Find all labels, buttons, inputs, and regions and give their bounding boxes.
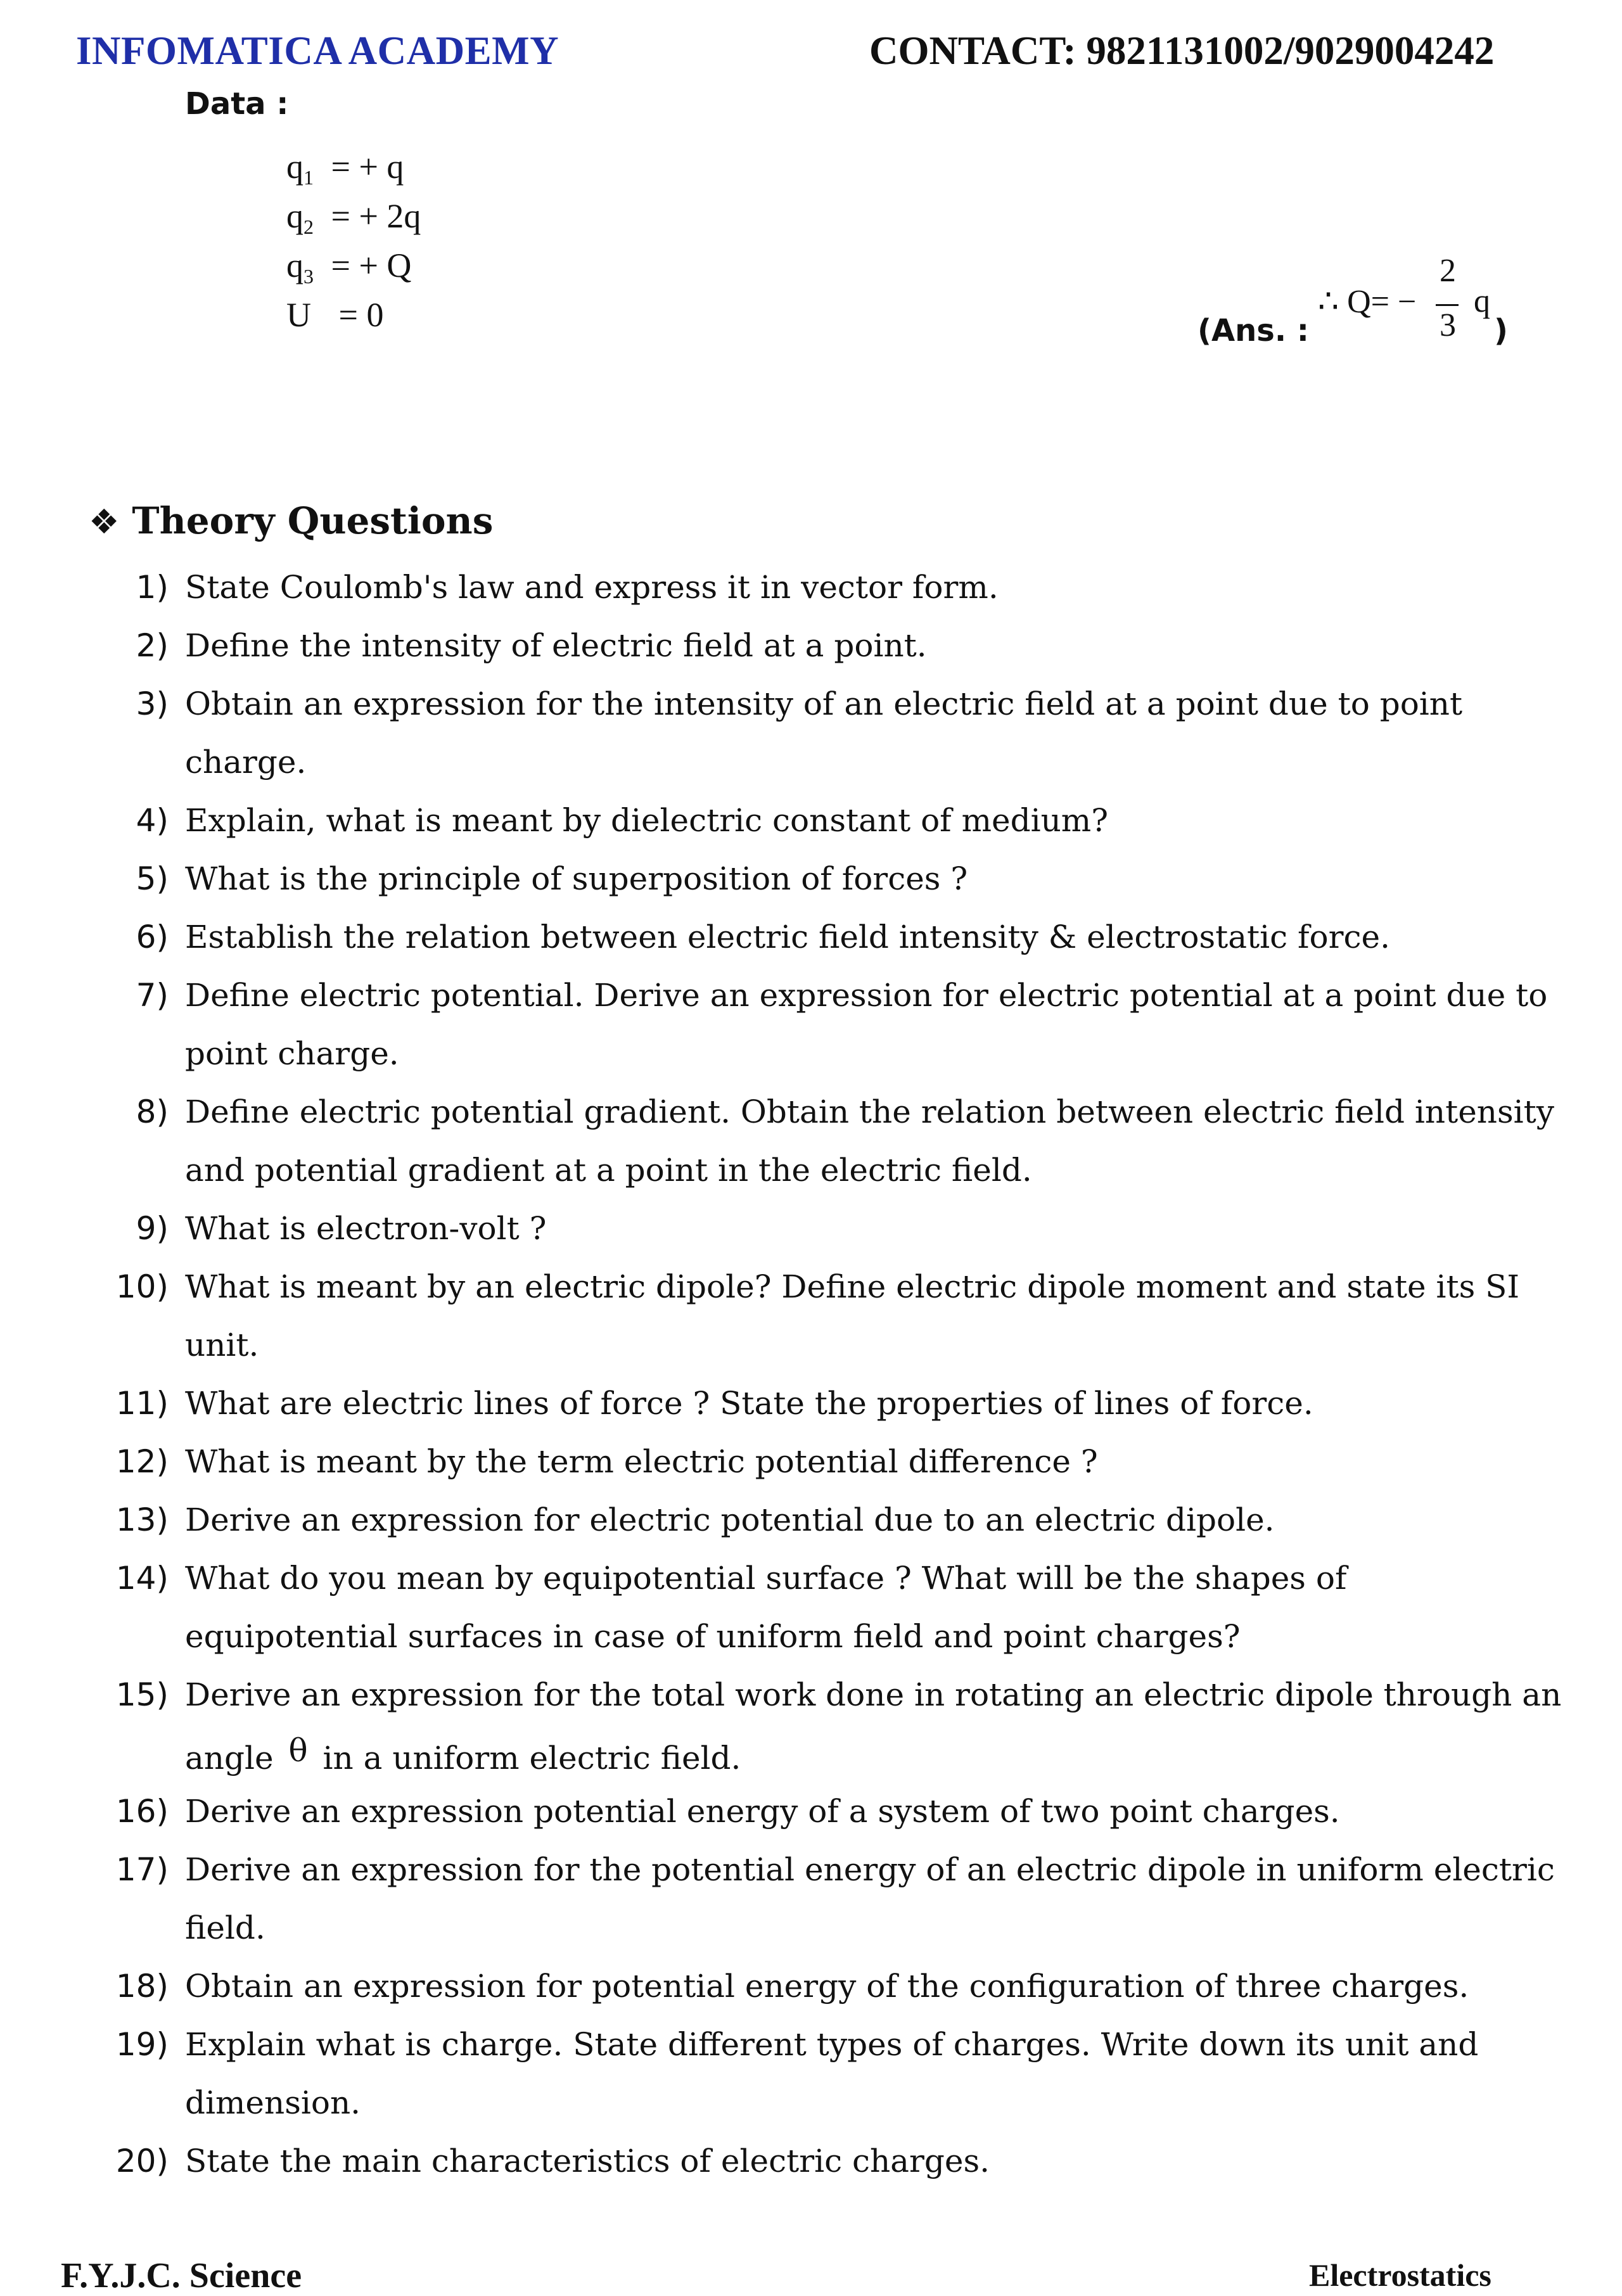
question-number: 7) — [136, 977, 169, 1014]
question-text: What is the principle of superposition of forces ? — [185, 860, 968, 897]
question-text: Derive an expression for the potential energy of an electric dipole in uniform electric — [185, 1851, 1555, 1888]
fraction-bar — [1436, 304, 1459, 306]
question-number: 19) — [115, 2026, 169, 2063]
answer-label: (Ans. : — [1197, 313, 1309, 348]
data-value: = + 2q — [331, 197, 421, 235]
question-number: 17) — [115, 1851, 169, 1888]
question-text: What do you mean by equipotential surface ? What will be the shapes of — [185, 1560, 1347, 1597]
question-number: 4) — [136, 802, 169, 839]
answer-close: ) — [1494, 313, 1508, 348]
theory-heading — [89, 499, 493, 542]
data-line-q2 — [286, 196, 421, 239]
question-text: State Coulomb's law and express it in vector form. — [185, 569, 999, 606]
question-number: 13) — [115, 1502, 169, 1538]
question-number: 15) — [115, 1676, 169, 1713]
question-text: equipotential surfaces in case of uniform field and point charges? — [185, 1618, 1241, 1655]
question-text: Obtain an expression for potential energy of the configuration of three charges. — [185, 1968, 1469, 2005]
data-line-q1 — [286, 147, 404, 189]
question-number: 14) — [115, 1560, 169, 1597]
question-number: 5) — [136, 860, 169, 897]
data-title: Data : — [185, 86, 289, 122]
data-symbol: q — [286, 246, 303, 284]
question-number: 18) — [115, 1968, 169, 2005]
data-symbol: U — [286, 296, 311, 334]
answer-numerator: 2 — [1440, 253, 1456, 289]
data-subscript: 3 — [303, 265, 314, 288]
question-text: Define electric potential gradient. Obtain the relation between electric field intensity — [185, 1094, 1554, 1130]
question-number: 11) — [115, 1385, 169, 1422]
question-text: Derive an expression potential energy of a system of two point charges. — [185, 1793, 1340, 1830]
answer-denominator: 3 — [1440, 307, 1456, 343]
question-text-part: in a uniform electric field. — [322, 1740, 741, 1776]
question-number: 3) — [136, 686, 169, 722]
question-number: 2) — [136, 627, 169, 664]
question-text: Explain, what is meant by dielectric constant of medium? — [185, 802, 1109, 839]
question-text: What is meant by an electric dipole? Define electric dipole moment and state its SI — [185, 1268, 1520, 1305]
diamond-bullet-icon: ❖ — [89, 502, 120, 542]
question-text: point charge. — [185, 1035, 399, 1072]
question-number: 1) — [136, 569, 169, 606]
question-text: unit. — [185, 1327, 259, 1363]
question-text: charge. — [185, 744, 307, 781]
question-text: dimension. — [185, 2084, 361, 2121]
question-text: Derive an expression for the total work done in rotating an electric dipole through an — [185, 1676, 1562, 1713]
data-line-q3 — [286, 246, 411, 288]
theta-symbol: θ — [288, 1732, 308, 1769]
data-value: = + Q — [331, 246, 412, 284]
question-text: Define the intensity of electric field at a point. — [185, 627, 927, 664]
contact-numbers: CONTACT: 9821131002/9029004242 — [869, 29, 1495, 73]
question-number: 20) — [115, 2143, 169, 2179]
answer-formula — [1318, 252, 1502, 347]
question-text: What is electron-volt ? — [185, 1210, 547, 1247]
question-number: 6) — [136, 919, 169, 955]
question-text: State the main characteristics of electric charges. — [185, 2143, 990, 2179]
question-number: 9) — [136, 1210, 169, 1247]
data-symbol: q — [286, 197, 303, 235]
question-number: 12) — [115, 1443, 169, 1480]
data-value: = 0 — [338, 296, 384, 334]
question-number: 16) — [115, 1793, 169, 1830]
data-symbol: q — [286, 148, 303, 186]
question-text: Explain what is charge. State different types of charges. Write down its unit and — [185, 2026, 1479, 2063]
question-text: Establish the relation between electric field intensity & electrostatic force. — [185, 919, 1390, 955]
question-text — [185, 1732, 741, 1776]
data-value: = + q — [331, 148, 404, 186]
question-text: Define electric potential. Derive an expression for electric potential at a point due to — [185, 977, 1548, 1014]
footer-class-label: F.Y.J.C. Science — [61, 2256, 302, 2295]
theory-heading-text: Theory Questions — [132, 499, 494, 542]
data-line-u — [286, 295, 383, 335]
question-number: 10) — [115, 1268, 169, 1305]
data-subscript: 1 — [303, 166, 314, 189]
answer-variable: q — [1474, 283, 1490, 319]
footer-chapter-label: Electrostatics — [1309, 2257, 1491, 2293]
question-text: field. — [185, 1910, 265, 1946]
question-text: Derive an expression for electric potential due to an electric dipole. — [185, 1502, 1275, 1538]
question-text: and potential gradient at a point in the electric field. — [185, 1152, 1032, 1189]
question-text: Obtain an expression for the intensity of an electric field at a point due to point — [185, 686, 1463, 722]
data-subscript: 2 — [303, 215, 314, 238]
question-text-part: angle — [185, 1740, 274, 1776]
question-text: What is meant by the term electric potential difference ? — [185, 1443, 1098, 1480]
answer-therefore: ∴ Q= − — [1318, 284, 1417, 320]
question-number: 8) — [136, 1094, 169, 1130]
question-text: What are electric lines of force ? State the properties of lines of force. — [185, 1385, 1313, 1422]
academy-name: INFOMATICA ACADEMY — [76, 29, 559, 73]
